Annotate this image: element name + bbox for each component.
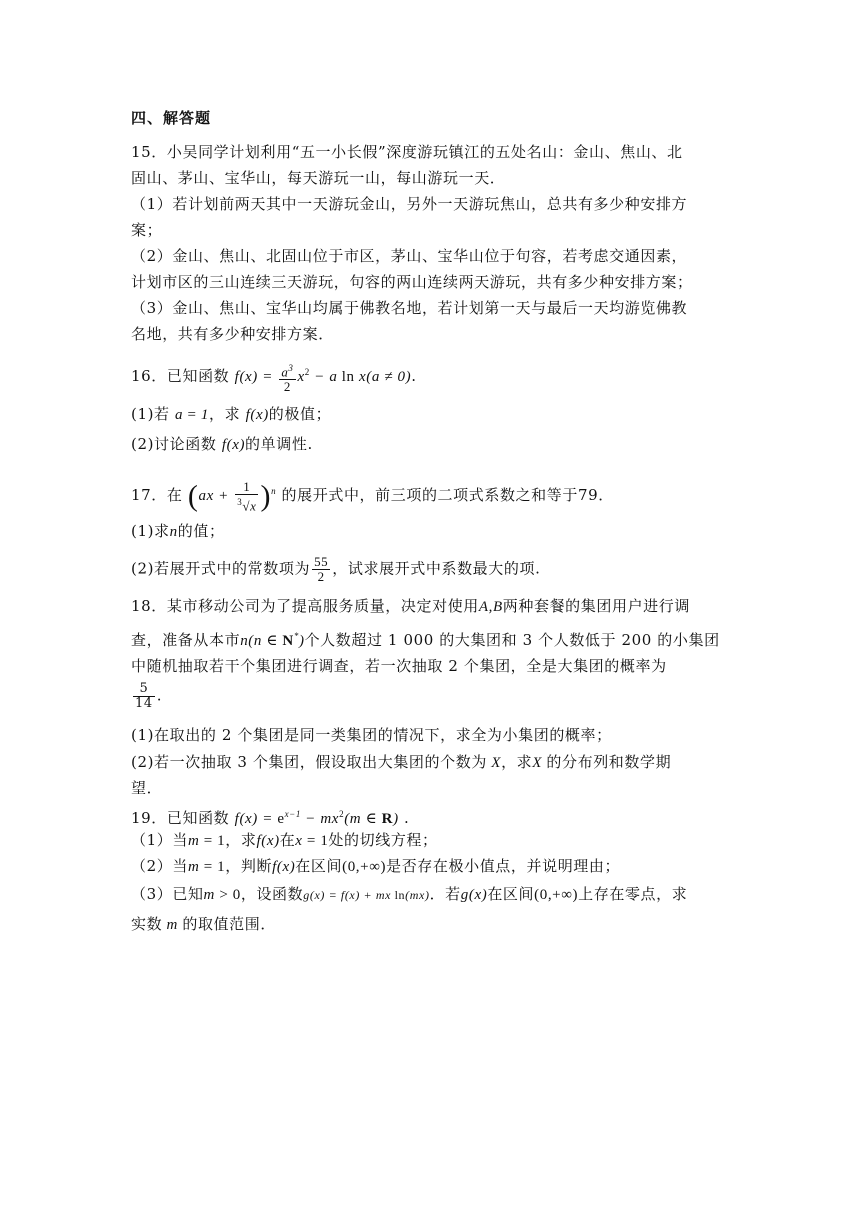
q16-part-1: (1)若 a = 1，求 f(x)的极值； [131, 405, 332, 423]
q18-line-2: 查，准备从本市n(n ∈ N*)个人数超过 1 000 的大集团和 3 个人数低于 200 的小集团 [131, 631, 720, 649]
q19-stem: 19．已知函数 $f(x) = e^{x-1} - mx^2(m$ ∈ R) . [131, 809, 410, 827]
q18-part-2-cont: 望． [131, 779, 163, 797]
q15-line-8: 名地，共有多少种安排方案． [131, 325, 334, 343]
q16-part-2: (2)讨论函数 f(x)的单调性. [131, 435, 313, 453]
q15-line-3: （1）若计划前两天其中一天游玩金山，另外一天游玩焦山，总共有多少种安排方 [131, 195, 688, 213]
q15-line-4: 案； [131, 221, 163, 239]
q18-fraction: $\frac{5}{14}$ . [135, 681, 163, 711]
q18-line-1: 18．某市移动公司为了提高服务质量，决定对使用A,B两种套餐的集团用户进行调 [131, 597, 690, 615]
q19-part-3-cont: 实数 m 的取值范围． [131, 915, 276, 933]
q19-part-2: （2）当m = 1，判断f(x)在区间(0,+∞)是否存在极小值点，并说明理由； [131, 857, 621, 875]
q17-part-1: (1)求n的值； [131, 522, 225, 540]
section-title: 四、解答题 [131, 109, 212, 127]
q15-line-7: （3）金山、焦山、宝华山均属于佛教名地，若计划第一天与最后一天均游览佛教 [131, 299, 688, 317]
q18-part-2: (2)若一次抽取 3 个集团，假设取出大集团的个数为 X，求X 的分布列和数学期 [131, 753, 672, 771]
q17-part-2: (2)若展开式中的常数项为 $\frac{55}{2}$ ，试求展开式中系数最大的项. [131, 554, 541, 584]
q19-part-1: （1）当m = 1，求f(x)在x = 1处的切线方程； [131, 831, 438, 849]
q16-formula: f(x) = $\frac{a^3}{2}$ $x^2 - a$ ln x(a ≠ 0) [234, 363, 412, 395]
q15-line-5: （2）金山、焦山、北固山位于市区，茅山、宝华山位于句容，若考虑交通因素， [131, 247, 688, 265]
q15-line-2: 固山、茅山、宝华山，每天游玩一山，每山游玩一天． [131, 169, 506, 187]
q18-part-1: (1)在取出的 2 个集团是同一类集团的情况下，求全为小集团的概率； [131, 726, 612, 744]
q15-line-1: 15．小吴同学计划利用“五一小长假”深度游玩镇江的五处名山：金山、焦山、北 [131, 143, 683, 161]
q16-stem: 16．已知函数 f(x) = $\frac{a^3}{2}$ $x^2 - a$ ln x(a ≠ 0). [131, 363, 417, 395]
q18-line-3: 中随机抽取若干个集团进行调查，若一次抽取 2 个集团，全是大集团的概率为 [131, 657, 667, 675]
q17-formula: (ax + $\frac{1}{^3√x}$ )$^n$ [187, 479, 277, 514]
q16-lead: 16．已知函数 [131, 367, 230, 386]
q19-part-3: （3）已知m > 0，设函数g(x) = f(x) + mx ln(mx)．若g(x)在区间(0,+∞)上存在零点，求 [131, 885, 688, 903]
q15-line-6: 计划市区的三山连续三天游玩，句容的两山连续两天游玩，共有多少种安排方案； [131, 273, 693, 291]
q17-stem: 17．在 (ax + $\frac{1}{^3√x}$ )$^n$ 的展开式中，前三项的二项式系数之和等于79． [131, 479, 614, 514]
